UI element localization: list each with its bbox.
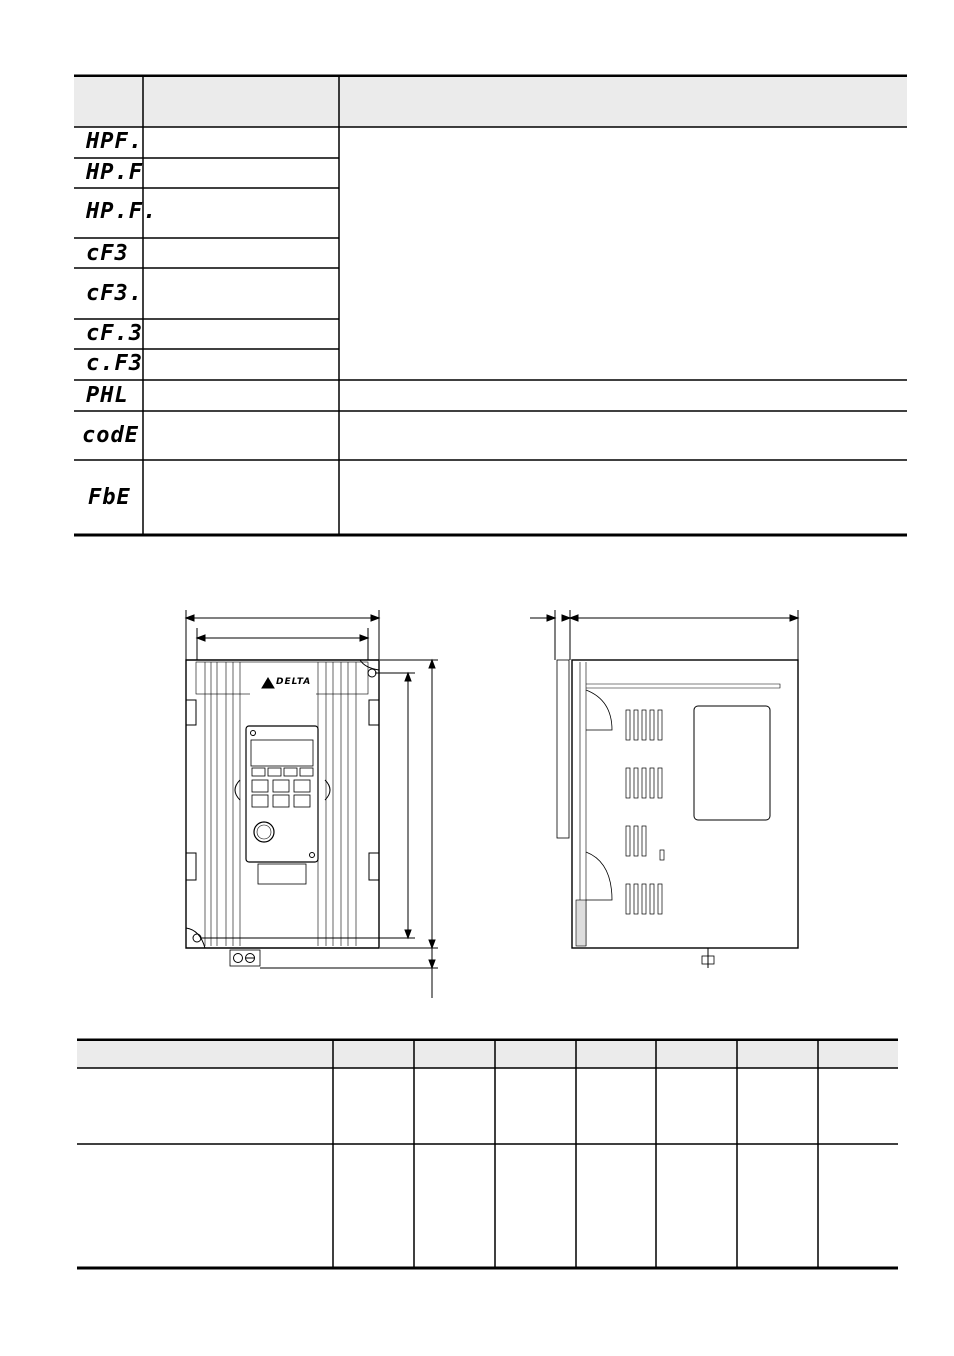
fault-code-cf3-1: cF3 [86,241,129,266]
fault-code-cf3-3: cF.3 [86,321,143,346]
fault-code-cf3-4: c.F3 [86,351,143,376]
fault-code-hpf-2: HP.F [86,160,143,185]
brand-logo: DELTA [276,677,312,687]
fault-code-phl: PHL [86,383,129,408]
fault-code-fbe: FbE [88,485,131,510]
fault-code-hpf-1: HPF. [86,129,143,154]
fault-code-cf3-2: cF3. [86,281,143,306]
fault-code-hpf-3: HP.F. [86,199,158,224]
fault-code-code: codE [82,423,139,448]
